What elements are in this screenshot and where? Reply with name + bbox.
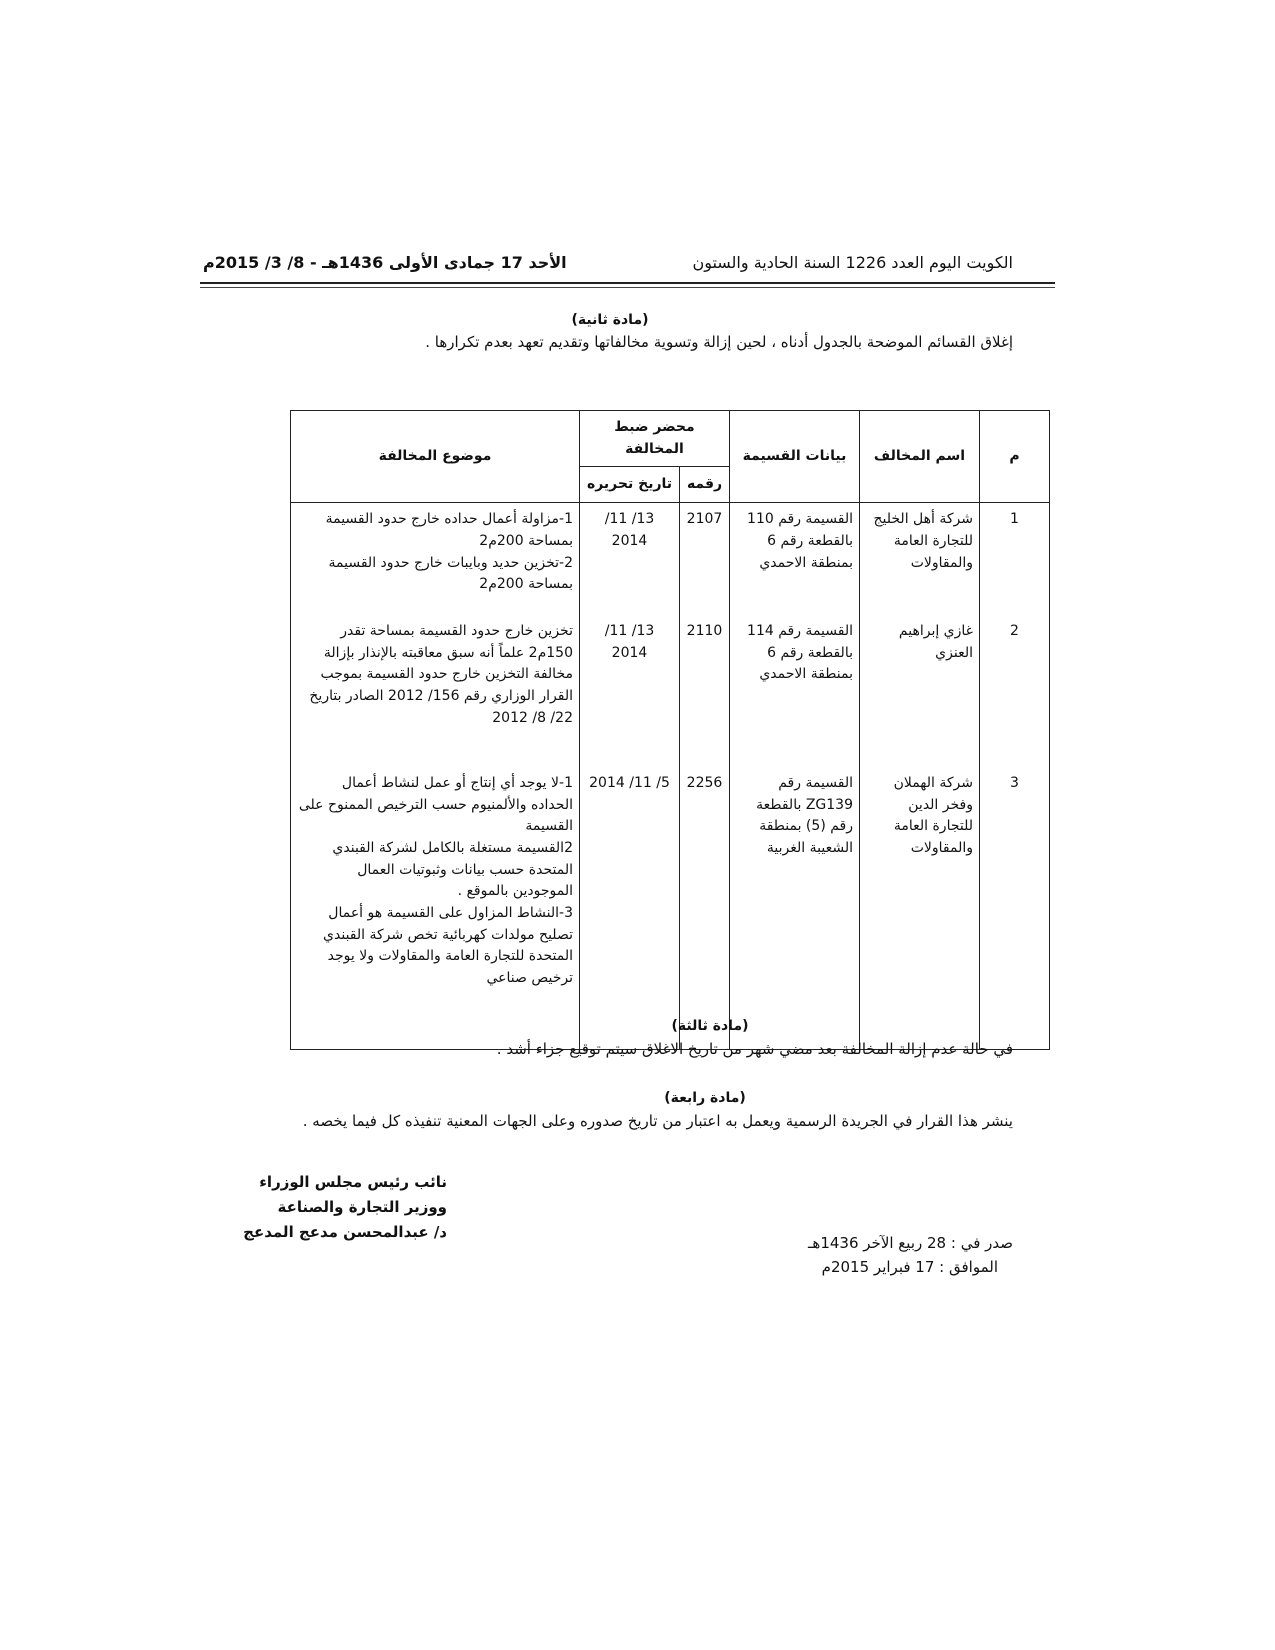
row-plot: القسيمة رقم 114 بالقطعة رقم 6 بمنطقة الاحمدي xyxy=(730,615,860,767)
subject-line: تخزين خارج حدود القسيمة بمساحة تقدر 150م2 علماً أنه سبق معاقبته بالإنذار بإزالة مخالفة التخزين خارج حدود القسيمة بموجب القرار الوزاري رقم 156/ 2012 الصادر بتاريخ 22/ 8/ 2012 xyxy=(309,622,573,726)
row-report-date: 13/ 11/ 2014 xyxy=(579,503,679,615)
row-index: 1 xyxy=(980,503,1050,615)
row-subject xyxy=(291,503,580,615)
article-2-title: (مادة ثانية) xyxy=(571,312,649,328)
issued-date-gregorian: الموافق : 17 فبراير 2015م xyxy=(821,1258,998,1276)
row-index: 2 xyxy=(980,615,1050,767)
gazette-issue-header: الكويت اليوم العدد 1226 السنة الحادية والستون xyxy=(692,253,1013,272)
header-rule-thin xyxy=(200,287,1055,288)
row-report-date: 13/ 11/ 2014 xyxy=(579,615,679,767)
row-index: 3 xyxy=(980,767,1050,1050)
row-report-date: 5/ 11/ 2014 xyxy=(579,767,679,1050)
article-3-text: في حالة عدم إزالة المخالفة بعد مضي شهر من تاريخ الاغلاق سيتم توقيع جزاء أشد . xyxy=(496,1040,1013,1058)
subject-line: 1-مزاولة أعمال حداده خارج حدود القسيمة بمساحة 200م2 xyxy=(325,511,573,550)
row-report-number: 2256 xyxy=(680,767,730,1050)
header-plot-data: بيانات القسيمة xyxy=(730,411,860,503)
header-report-date: تاريخ تحريره xyxy=(579,467,679,503)
header-report: محضر ضبط المخالفة xyxy=(579,411,729,467)
violations-table xyxy=(290,410,1050,1050)
header-violator: اسم المخالف xyxy=(860,411,980,503)
table-row xyxy=(291,767,1050,1050)
subject-line: 1-لا يوجد أي إنتاج أو عمل لنشاط أعمال الحداده والألمنيوم حسب الترخيص الممنوح على القسيمة xyxy=(298,774,573,835)
header-rule xyxy=(200,282,1055,284)
gazette-date-header: الأحد 17 جمادى الأولى 1436هـ - 8/ 3/ 2015م xyxy=(203,253,567,272)
table-row xyxy=(291,615,1050,767)
row-report-number: 2107 xyxy=(680,503,730,615)
subject-line: 2-تخزين حديد وبايبات خارج حدود القسيمة بمساحة 200م2 xyxy=(328,554,573,593)
subject-line: 2القسيمة مستغلة بالكامل لشركة القبندي المتحدة حسب بيانات وثبوتيات العمال الموجودين بالموقع . xyxy=(332,839,573,900)
subject-line: 3-النشاط المزاول على القسيمة هو أعمال تصليح مولدات كهربائية تخص شركة القبندي المتحدة للتجارة العامة والمقاولات ولا يوجد ترخيص صناعي xyxy=(323,905,573,987)
row-violator: شركة الهملان وفخر الدين للتجارة العامة والمقاولات xyxy=(860,767,980,1050)
article-3-title: (مادة ثالثة) xyxy=(671,1018,749,1034)
table-row xyxy=(291,503,1050,615)
row-violator: غازي إبراهيم العنزي xyxy=(860,615,980,767)
signatory-name: د/ عبدالمحسن مدعج المدعج xyxy=(243,1223,447,1241)
row-plot: القسيمة رقم ZG139 بالقطعة رقم (5) بمنطقة الشعيبة الغربية xyxy=(730,767,860,1050)
row-report-number: 2110 xyxy=(680,615,730,767)
signatory-title-2: ووزير التجارة والصناعة xyxy=(277,1198,447,1216)
row-plot: القسيمة رقم 110 بالقطعة رقم 6 بمنطقة الاحمدي xyxy=(730,503,860,615)
row-subject xyxy=(291,767,580,1050)
header-report-number: رقمه xyxy=(680,467,730,503)
signatory-title-1: نائب رئيس مجلس الوزراء xyxy=(259,1173,447,1191)
header-subject: موضوع المخالفة xyxy=(291,411,580,503)
row-violator: شركة أهل الخليج للتجارة العامة والمقاولات xyxy=(860,503,980,615)
article-2-text: إغلاق القسائم الموضحة بالجدول أدناه ، لحين إزالة وتسوية مخالفاتها وتقديم تعهد بعدم تكرارها . xyxy=(425,333,1013,351)
article-4-title: (مادة رابعة) xyxy=(664,1090,746,1106)
article-4-text: ينشر هذا القرار في الجريدة الرسمية ويعمل به اعتبار من تاريخ صدوره وعلى الجهات المعنية تنفيذه كل فيما يخصه . xyxy=(302,1112,1013,1130)
row-subject xyxy=(291,615,580,767)
header-index: م xyxy=(980,411,1050,503)
issued-date-hijri: صدر في : 28 ربيع الآخر 1436هـ xyxy=(808,1234,1013,1252)
